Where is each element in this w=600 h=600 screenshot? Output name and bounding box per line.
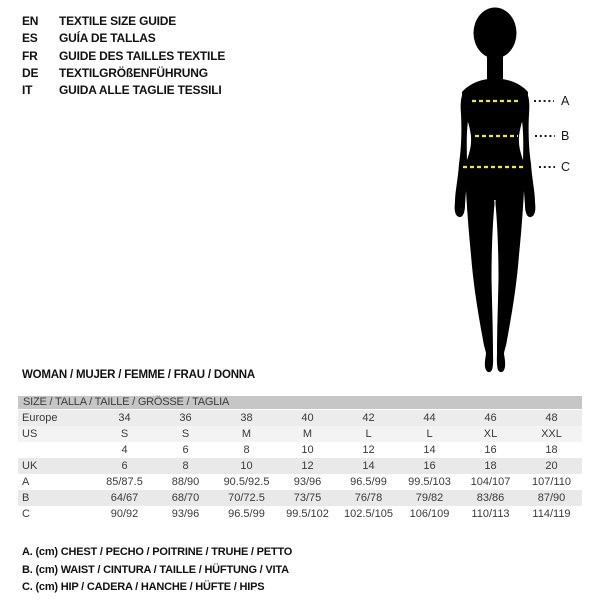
- table-row: [18, 490, 582, 506]
- size-table: [18, 410, 582, 522]
- size-cell: 12: [301, 460, 314, 472]
- table-row: [18, 442, 582, 458]
- table-row: [18, 506, 582, 522]
- table-row: [18, 410, 582, 426]
- size-cell: 48: [545, 412, 558, 424]
- size-cell: 18: [484, 460, 497, 472]
- size-cell: 6: [121, 460, 128, 472]
- row-label: B: [22, 492, 30, 504]
- size-cell: M: [302, 428, 313, 440]
- row-label: [18, 442, 94, 458]
- size-cell: 4: [121, 444, 128, 456]
- size-cell: 18: [545, 444, 558, 456]
- size-cell: 44: [423, 412, 436, 424]
- size-cell: 85/87.5: [106, 476, 143, 488]
- size-cell: 90/92: [110, 508, 139, 520]
- size-cell: 12: [362, 444, 375, 456]
- language-code: ES: [22, 31, 38, 46]
- size-cell: 114/119: [532, 508, 571, 520]
- language-guide-item: [22, 13, 225, 30]
- language-guide-item: [22, 65, 225, 82]
- language-title: GUIDA ALLE TAGLIE TESSILI: [59, 83, 222, 98]
- size-cell: 76/78: [354, 492, 383, 504]
- size-table-header: SIZE / TALLA / TAILLE / GRÖSSE / TAGLIA: [18, 396, 582, 409]
- language-title: GUÍA DE TALLAS: [59, 31, 156, 46]
- size-cell: 34: [118, 412, 131, 424]
- size-cell: 68/70: [171, 492, 200, 504]
- row-label: Europe: [22, 412, 58, 424]
- size-cell: 99.5/103: [408, 476, 451, 488]
- language-guide-item: [22, 30, 225, 47]
- marker-label-waist: B: [561, 129, 570, 143]
- table-row: [18, 458, 582, 474]
- size-cell: 96.5/99: [350, 476, 387, 488]
- size-cell: 106/109: [409, 508, 450, 520]
- marker-label-chest: A: [561, 94, 570, 108]
- size-cell: 93/96: [171, 508, 200, 520]
- size-cell: 8: [182, 460, 189, 472]
- legend-line: C. (cm) HIP / CADERA / HANCHE / HÜFTE / HIPS: [22, 581, 265, 593]
- language-code: FR: [22, 48, 38, 63]
- size-cell: 14: [362, 460, 375, 472]
- marker-label-hip: C: [561, 160, 571, 174]
- size-cell: XXL: [541, 428, 562, 440]
- size-cell: 102.5/105: [344, 508, 393, 520]
- size-cell: 73/75: [293, 492, 322, 504]
- size-cell: 42: [362, 412, 375, 424]
- silhouette-left-leg: [465, 168, 495, 372]
- measurement-figure: [440, 0, 600, 385]
- size-cell: 40: [301, 412, 314, 424]
- size-cell: 88/90: [171, 476, 200, 488]
- size-cell: 8: [243, 444, 250, 456]
- size-cell: M: [241, 428, 252, 440]
- legend-line: A. (cm) CHEST / PECHO / POITRINE / TRUHE / PETTO: [22, 546, 293, 558]
- size-cell: 6: [182, 444, 189, 456]
- size-cell: 96.5/99: [228, 508, 265, 520]
- silhouette-right-leg: [496, 168, 526, 372]
- size-cell: 10: [301, 444, 314, 456]
- size-cell: XL: [483, 428, 498, 440]
- group-title: WOMAN / MUJER / FEMME / FRAU / DONNA: [22, 369, 256, 381]
- language-guide-list: [22, 13, 225, 99]
- size-cell: 20: [545, 460, 558, 472]
- size-cell: 10: [240, 460, 253, 472]
- size-cell: 104/107: [470, 476, 511, 488]
- language-guide-item: [22, 82, 225, 99]
- size-cell: 110/113: [471, 508, 510, 520]
- table-row: [18, 426, 582, 442]
- language-title: GUIDE DES TAILLES TEXTILE: [59, 48, 226, 63]
- size-cell: 16: [423, 460, 436, 472]
- size-cell: 87/90: [537, 492, 566, 504]
- size-cell: 90.5/92.5: [223, 476, 270, 488]
- language-title: TEXTILGRÖßENFÜHRUNG: [59, 65, 208, 80]
- row-label: US: [22, 428, 38, 440]
- row-label: A: [22, 476, 30, 488]
- size-cell: 14: [423, 444, 436, 456]
- measurement-legend: [22, 544, 292, 597]
- language-code: IT: [22, 83, 33, 98]
- size-cell: S: [120, 428, 129, 440]
- size-chart: [18, 396, 582, 522]
- size-cell: L: [365, 428, 372, 440]
- woman-silhouette: [440, 0, 600, 385]
- size-cell: 70/72.5: [228, 492, 265, 504]
- language-title: TEXTILE SIZE GUIDE: [59, 14, 177, 28]
- size-cell: 107/110: [532, 476, 571, 488]
- language-code: DE: [22, 65, 39, 80]
- size-cell: 36: [179, 412, 192, 424]
- size-cell: S: [181, 428, 190, 440]
- language-guide-item: [22, 48, 225, 65]
- size-cell: 93/96: [293, 476, 322, 488]
- size-cell: 83/86: [476, 492, 505, 504]
- size-cell: 16: [484, 444, 497, 456]
- size-cell: 38: [240, 412, 253, 424]
- size-cell: 99.5/102: [286, 508, 329, 520]
- table-row: [18, 474, 582, 490]
- language-code: EN: [22, 14, 39, 28]
- row-label: UK: [22, 460, 38, 472]
- size-cell: 46: [484, 412, 497, 424]
- size-cell: 64/67: [110, 492, 139, 504]
- size-cell: 79/82: [415, 492, 444, 504]
- legend-line: B. (cm) WAIST / CINTURA / TAILLE / HÜFTUNG / VITA: [22, 563, 289, 576]
- row-label: C: [22, 508, 30, 520]
- size-cell: L: [426, 428, 433, 440]
